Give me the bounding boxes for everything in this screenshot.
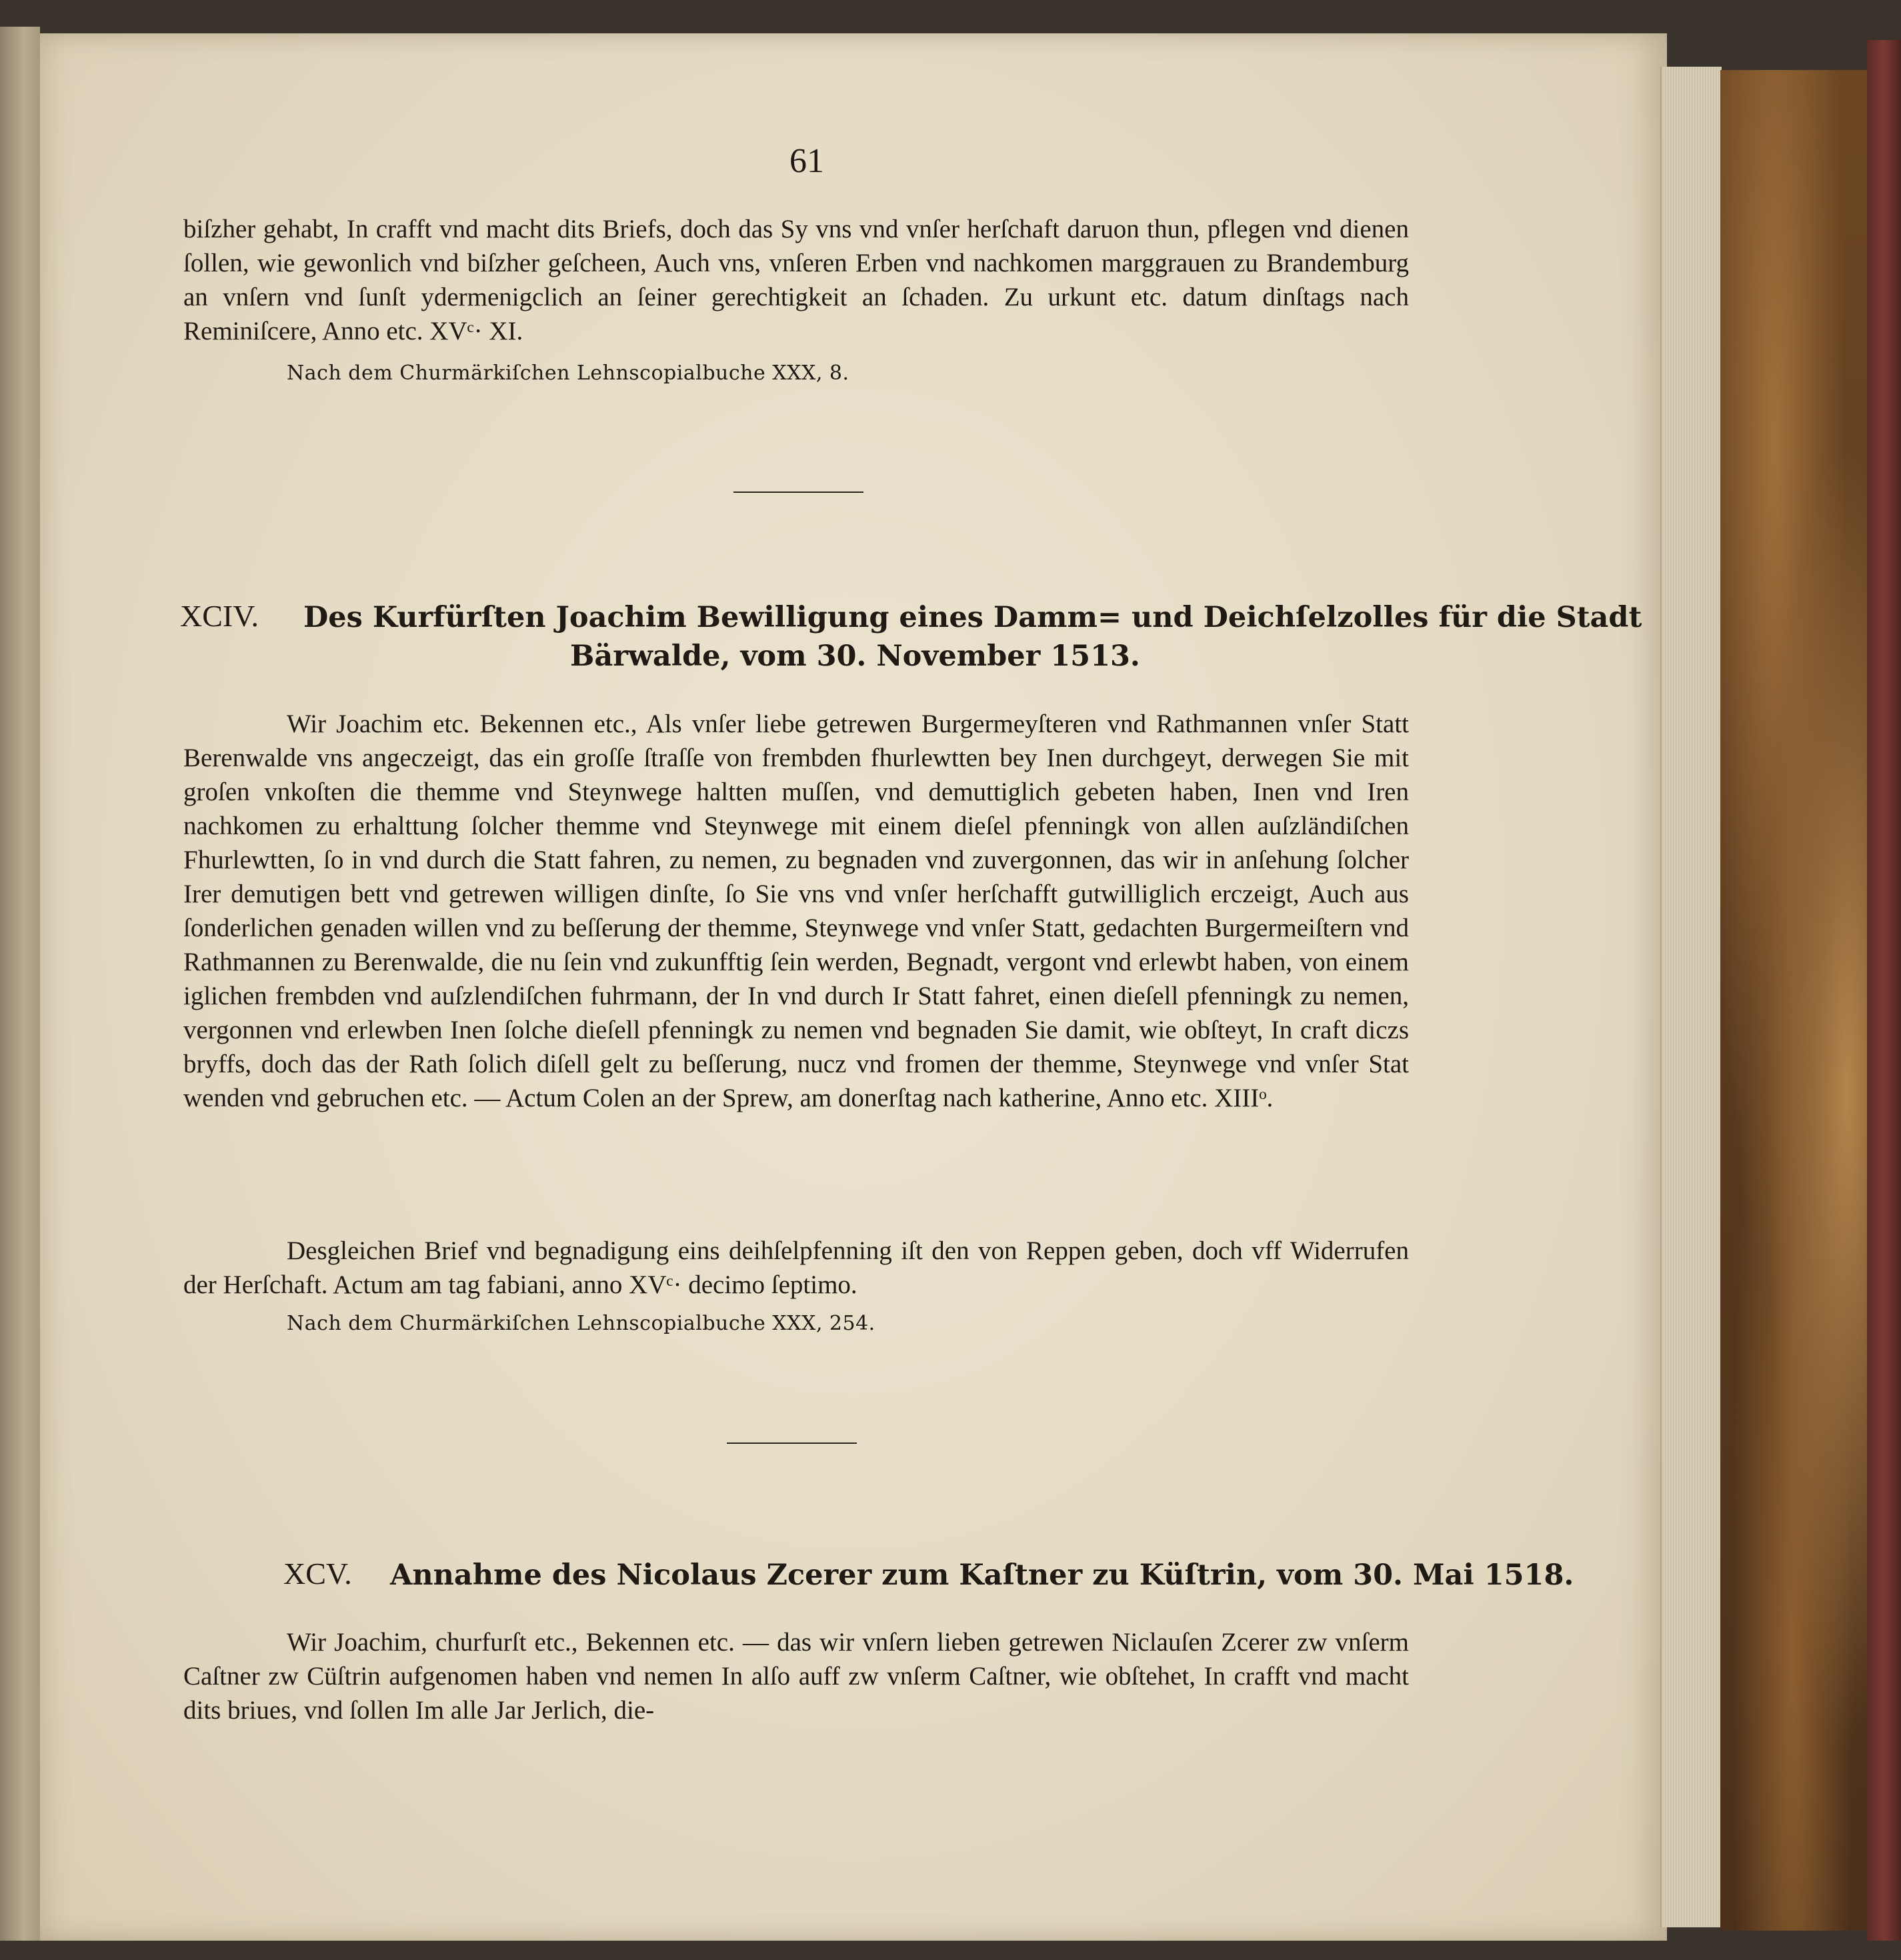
section-xcv-paragraph-1: Wir Joachim, churfurſt etc., Bekennen etc. — das wir vnſern lieben getrewen Niclauſen Zcerer zw vnſerm Caſtner zw Cüſtrin aufgenomen haben vnd nemen In alſo auff zw vnſerm Caſtner, wie obſtehet, In crafft vnd macht dits briues, vnd ſollen Im alle Jar Jerlich, die-	[183, 1628, 1409, 1725]
section-xciv-source: Nach dem Churmärkiſchen Lehnscopialbuche XXX, 254.	[287, 1312, 875, 1335]
section-xciv-paragraph-1: Wir Joachim etc. Bekennen etc., Als vnſer liebe getrewen Burgermeyſteren vnd Rathmannen vnſer Statt Berenwalde vns angeczeigt, das ein groſſe ſtraſſe von frembden fhurlewtten bey Inen durchgeyt, derwegen Sie mit groſen vnkoſten die themme vnd Steynwege haltten muſſen, vnd demuttiglich gebeten haben, Inen vnd Iren nachkomen zu erhalttung ſolcher themme vnd Steynwege mit einem dieſel pfenningk von allen auſzländiſchen Fhurlewtten, ſo in vnd durch die Statt fahren, zu nemen, zu begnaden vnd zuvergonnen, das wir in anſehung ſolcher Irer demutigen bett vnd getrewen willigen dinſte, ſo Sie vns vnd vnſer herſchafft gutwilliglich erczeigt, Auch aus ſonderlichen genaden willen vnd zu beſſerung der themme, Steynwege vnd vnſer Statt, gedachten Burgermeiſtern vnd Rathmannen zu Berenwalde, die nu ſein vnd zukunfftig ſein werden, Begnadt, vergont vnd erlewbt haben, von einem iglichen frembden vnd auſzlendiſchen fuhrmann, der In vnd durch Ir Statt fahret, einen dieſell pfenningk zu nemen, vergonnen vnd erlewben Inen ſolche dieſell pfenningk zu nemen vnd begnaden Sie damit, wie obſteyt, In craft diczs bryffs, doch das der Rath ſolich diſell gelt zu beſſerung, nucz vnd fromen der themme, Steynwege vnd vnſer Stat wenden vnd gebruchen etc. — Actum Colen an der Sprew, am donerſtag nach katherine, Anno etc. XIIIᵒ.	[183, 710, 1409, 1112]
previous-document-text: biſzher gehabt, In crafft vnd macht dits Briefs, doch das Sy vns vnd vnſer herſchaft daruon thun, pflegen vnd dienen ſollen, wie gewonlich vnd biſzher geſcheen, Auch vns, vnſeren Erben vnd nachkomen marggrauen zu Brandemburg an vnſern vnd ſunſt ydermenigclich an ſeiner gerechtigkeit an ſchaden. Zu urkunt etc. datum dinſtags nach Reminiſcere, Anno etc. XVᶜ· XI.	[183, 215, 1409, 345]
section-number-xciv: XCIV.	[180, 599, 259, 633]
section-title-xcv: Annahme des Nicolaus Zcerer zum Kaſtner zu Küſtrin, vom 30. Mai 1518.	[390, 1559, 1574, 1592]
section-title-xciv-line1: Des Kurfürſten Joachim Bewilligung eines Damm= und Deichſelzolles für die Stadt	[303, 601, 1642, 634]
section-title-xciv-line2: Bärwalde, vom 30. November 1513.	[570, 640, 1140, 673]
previous-document-source: Nach dem Churmärkiſchen Lehnscopialbuche XXX, 8.	[287, 361, 849, 385]
page-number: 61	[789, 142, 824, 180]
section-xciv-paragraph-2: Desgleichen Brief vnd begnadigung eins deihſelpfenning iſt den von Reppen geben, doch vff Widerrufen der Herſchaft. Actum am tag fabiani, anno XVᶜ· decimo ſeptimo.	[183, 1236, 1409, 1299]
section-divider	[727, 1442, 857, 1444]
section-number-xcv: XCV.	[283, 1557, 352, 1591]
section-divider	[733, 492, 863, 493]
